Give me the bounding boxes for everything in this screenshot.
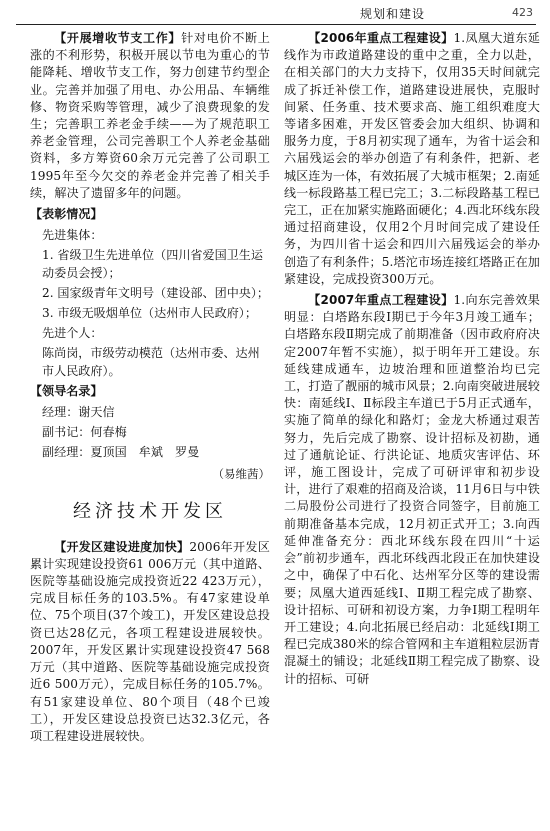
section-heading-revenue: 【开展增收节支工作】 <box>54 31 182 45</box>
section-heading-leaders: 【领导名录】 <box>30 383 103 398</box>
collective-label: 先进集体： <box>42 228 103 243</box>
leader-item: 副书记：何春梅 <box>42 425 127 440</box>
paragraph-text: 针对电价不断上涨的不利形势，积极开展以节电为重心的节能降耗、增收节支工作，努力创建节约型企业。完善并加强了用电、办公用品、车辆维修、物资采购等管理，减少了浪费现象的发生；完善职工养老金手续——为了规范职工养老金管理，公司完善职工个人养老金基础资料，多方筹资60余万元完善了公司职工1995年至今欠交的养老金并完善了相关手续，解决了遗留多年的问题。 <box>30 31 270 200</box>
page-header <box>0 0 550 26</box>
paragraph-2006-projects <box>284 30 540 288</box>
paragraph-2007-projects <box>284 292 540 688</box>
author-credit: （易维茜） <box>212 466 270 481</box>
page-number: 423 <box>512 6 533 19</box>
left-column <box>30 30 270 749</box>
paragraph-dev-zone <box>30 539 270 745</box>
collective-item: 2. 国家级青年文明号（建设部、团中央）； <box>42 285 270 300</box>
leader-item: 经理：谢天信 <box>42 405 115 420</box>
right-column <box>284 30 540 692</box>
section-heading-honors: 【表彰情况】 <box>30 207 103 222</box>
header-rule <box>16 24 536 25</box>
paragraph-text: 2006年开发区累计实现建设投资61 006万元（其中道路、医院等基础设施完成投资近22 423万元），完成目标任务的103.5%。有47家建设单位、75个项目(37个竣工)，开发区建设总投资已达28亿元，各项工程建设进展较快。2007年，开发区累计实现建设投资47 568万元（其中道路、医院等基础设施完成投资近6 500万元），完成目标任务的105.7%。有51家建设单位、80个项目（48个已竣工），开发区建设总投资已达32.3亿元，各项工程建设进展较快。 <box>30 539 270 743</box>
section-heading-2006: 【2006年重点工程建设】 <box>308 31 454 45</box>
section-heading-2007: 【2007年重点工程建设】 <box>308 293 454 308</box>
section-title: 经济技术开发区 <box>73 500 227 522</box>
leader-item: 副经理：夏顶国 牟斌 罗曼 <box>42 445 200 460</box>
paragraph-text: 1.向东完善效果明显：白塔路东段Ⅰ期已于今年3月竣工通车；白塔路东段Ⅱ期完成了前期准备（因市政府府决定2007年暂不实施），拟于明年开工建设。东延线建成通车，边坡治理和匝道整治均已完工，打造了靓丽的城市风景；2.向南突破进展较快：南延线Ⅰ、Ⅱ标段主车道已于5月正式通车，实施了简单的绿化和路灯；金龙大桥通过艰苦努力，先后完成了勘察、设计招标及初勘，通过了通航论证、行洪论证、地质灾害评估、环评，施工图设计，完成了可研评审和初步设计，进行了艰难的招商及洽谈，11月6日与中铁二局股份公司进行了投资合同签字，目前施工前期准备基本完成，12月初正式开工；3.向西延伸准备充分：西北环线东段在四川“十运会”前初步通车，西北环线西北段正在加快建设之中，确保了中石化、达州军分区等的建设需要；凤凰大道西延线Ⅰ、Ⅱ期工程完成了勘察、设计招标、可研和初设方案，力争Ⅰ期工程明年开工建设；4.向北拓展已经启动：北延线Ⅰ期工程已完成380米的综合管网和主车道粗粒层沥青混凝土的铺设；北延线Ⅱ期工程完成了勘察、设计的招标、可研 <box>284 293 540 686</box>
individual-label: 先进个人： <box>42 326 103 341</box>
paragraph-text: 1.凤凰大道东延线作为市政道路建设的重中之重，全力以赴，在相关部门的大力支持下，仅用35天时间就完成了拆迁补偿工作，道路建设进展快，克服时间紧、任务重、技术要求高、施工组织难度大等诸多困难，开发区管委会加大组织、协调和服务力度，于8月初实现了通车，为省十运会和六届残运会的举办创造了有利条件，把新、老城区连为一体，有效拓展了大城市框架；2.南延线一标段路基工程已完工；3.二标段路基工程已完工，正在加紧实施路面硬化；4.西北环线东段通过招商建设，仅用2个月时间完成了建设任务，为四川省十运会和四川六届残运会的举办创造了有利条件；5.塔沱市场连接红塔路正在加紧建设，完成投资300万元。 <box>284 31 540 286</box>
collective-item: 3. 市级无吸烟单位（达州市人民政府）； <box>42 306 257 321</box>
individual-item: 陈尚岗，市级劳动模范（达州市委、达州市人民政府）。 <box>42 346 260 378</box>
paragraph-revenue <box>30 30 270 202</box>
collective-item: 1. 省级卫生先进单位（四川省爱国卫生运动委员会授）； <box>42 248 263 280</box>
running-title: 规划和建设 <box>360 7 426 21</box>
section-heading-dev: 【开发区建设进度加快】 <box>54 539 190 554</box>
